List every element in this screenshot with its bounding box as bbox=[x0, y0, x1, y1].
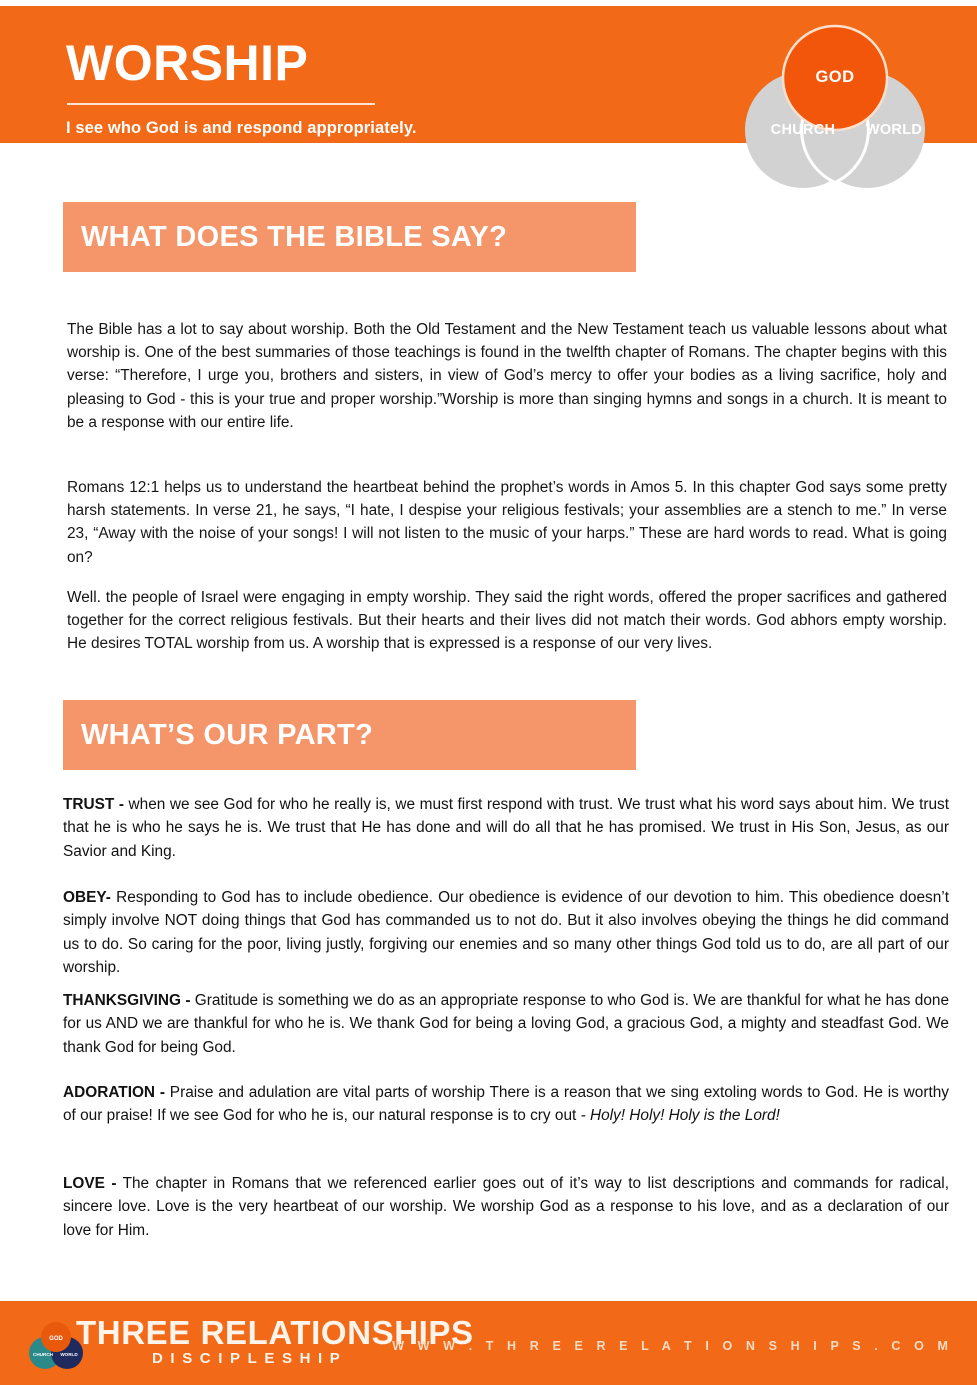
our-part-item-trust bbox=[63, 793, 949, 863]
our-part-label-love: LOVE - bbox=[63, 1175, 117, 1192]
venn-label-god: GOD bbox=[815, 68, 855, 86]
our-part-body-trust: when we see God for who he really is, we must first respond with trust. We trust what his word says about him. We trust that he is who he says he is. We trust that He has done and will do all that he has promised. We trust in His Son, Jesus, as our Savior and King. bbox=[63, 796, 949, 860]
our-part-body-thanksgiving: Gratitude is something we do as an appropriate response to who God is. We are thankful for what he has done for us AND we are thankful for who he is. We thank God for being a loving God, a gracious God, a mighty and steadfast God. We thank God for being God. bbox=[63, 992, 950, 1056]
bible-paragraph-3: Well. the people of Israel were engaging in empty worship. They said the right words, offered the proper sacrifices and gathered together for the correct religious festivals. But their hearts and their lives did not match their words. God abhors empty worship. He desires TOTAL worship from us. A worship that is expressed is a response of our very lives. bbox=[67, 589, 947, 653]
our-part-label-obey: OBEY- bbox=[63, 889, 111, 906]
our-part-item-adoration bbox=[63, 1081, 949, 1128]
venn-label-world: WORLD bbox=[865, 122, 923, 138]
title-divider bbox=[67, 103, 375, 105]
our-part-label-trust: TRUST - bbox=[63, 796, 124, 813]
our-part-label-thanksgiving: THANKSGIVING - bbox=[63, 992, 191, 1009]
footer-website-url[interactable]: W W W . T H R E E R E L A T I O N S H I P S . C O M bbox=[392, 1339, 953, 1353]
our-part-body-adoration: Praise and adulation are vital parts of worship There is a reason that we sing extoling words to God. He is worthy of our praise! If we see God for who he is, our natural response is to cry out bbox=[63, 1084, 949, 1125]
page-subtitle: I see who God is and respond appropriately. bbox=[66, 119, 417, 137]
bible-paragraph-2: Romans 12:1 helps us to understand the heartbeat behind the prophet’s words in Amos 5. In this chapter God says some pretty harsh statements. In verse 21, he says, “I hate, I despise your religious festivals; your assemblies are a stench to me.” In verse 23, “Away with the noise of your songs! I will not listen to the music of your harps.” These are hard words to read. What is going on? bbox=[67, 479, 947, 566]
section-heading-our-part bbox=[63, 700, 636, 770]
our-part-item-thanksgiving bbox=[63, 989, 949, 1059]
footer-venn-label-god: GOD bbox=[49, 1336, 63, 1342]
our-part-label-adoration: ADORATION - bbox=[63, 1084, 165, 1101]
bible-paragraph-1: The Bible has a lot to say about worship. Both the Old Testament and the New Testament teach us valuable lessons about what worship is. One of the best summaries of those teachings is found in the twelfth chapter of Romans. The chapter begins with this verse: “Therefore, I urge you, brothers and sisters, in view of God’s mercy to offer your bodies as a living sacrifice, holy and pleasing to God - this is your true and proper worship.”Worship is more than singing hymns and songs in a church. It is meant to be a response with our entire life. bbox=[67, 321, 947, 431]
our-part-body-love: The chapter in Romans that we referenced earlier goes out of it’s way to list descriptions and commands for radical, sincere love. Love is the very heartbeat of our worship. We worship God as a response to his love, and as a declaration of our love for Him. bbox=[63, 1175, 950, 1239]
section-heading-our-part-label: WHAT’S OUR PART? bbox=[81, 719, 374, 751]
our-part-item-love bbox=[63, 1172, 949, 1242]
footer-venn-label-church: CHURCH bbox=[33, 1352, 53, 1357]
footer-venn-label-world: WORLD bbox=[60, 1352, 78, 1357]
our-part-emphasis-adoration: - Holy! Holy! Holy is the Lord! bbox=[580, 1107, 780, 1125]
page-title: WORSHIP bbox=[66, 35, 309, 91]
three-relationships-venn-logo bbox=[735, 18, 935, 193]
footer-tagline: DISCIPLESHIP bbox=[152, 1350, 348, 1367]
section-heading-bible bbox=[63, 202, 636, 272]
footer-banner bbox=[0, 1301, 977, 1385]
section-heading-bible-label: WHAT DOES THE BIBLE SAY? bbox=[81, 221, 508, 253]
footer-brand-name: THREE RELATIONSHIPS bbox=[76, 1314, 474, 1351]
venn-label-church: CHURCH bbox=[770, 122, 836, 138]
our-part-item-obey bbox=[63, 886, 949, 980]
our-part-body-obey: Responding to God has to include obedience. Our obedience is evidence of our devotion to him. This obedience doesn’t simply involve NOT doing things that God has commanded us to not do. But it also involves obeying the things he did command us to do. So caring for the poor, living justly, forgiving our enemies and so many other things God told us to do, are all part of our worship. bbox=[63, 889, 949, 977]
